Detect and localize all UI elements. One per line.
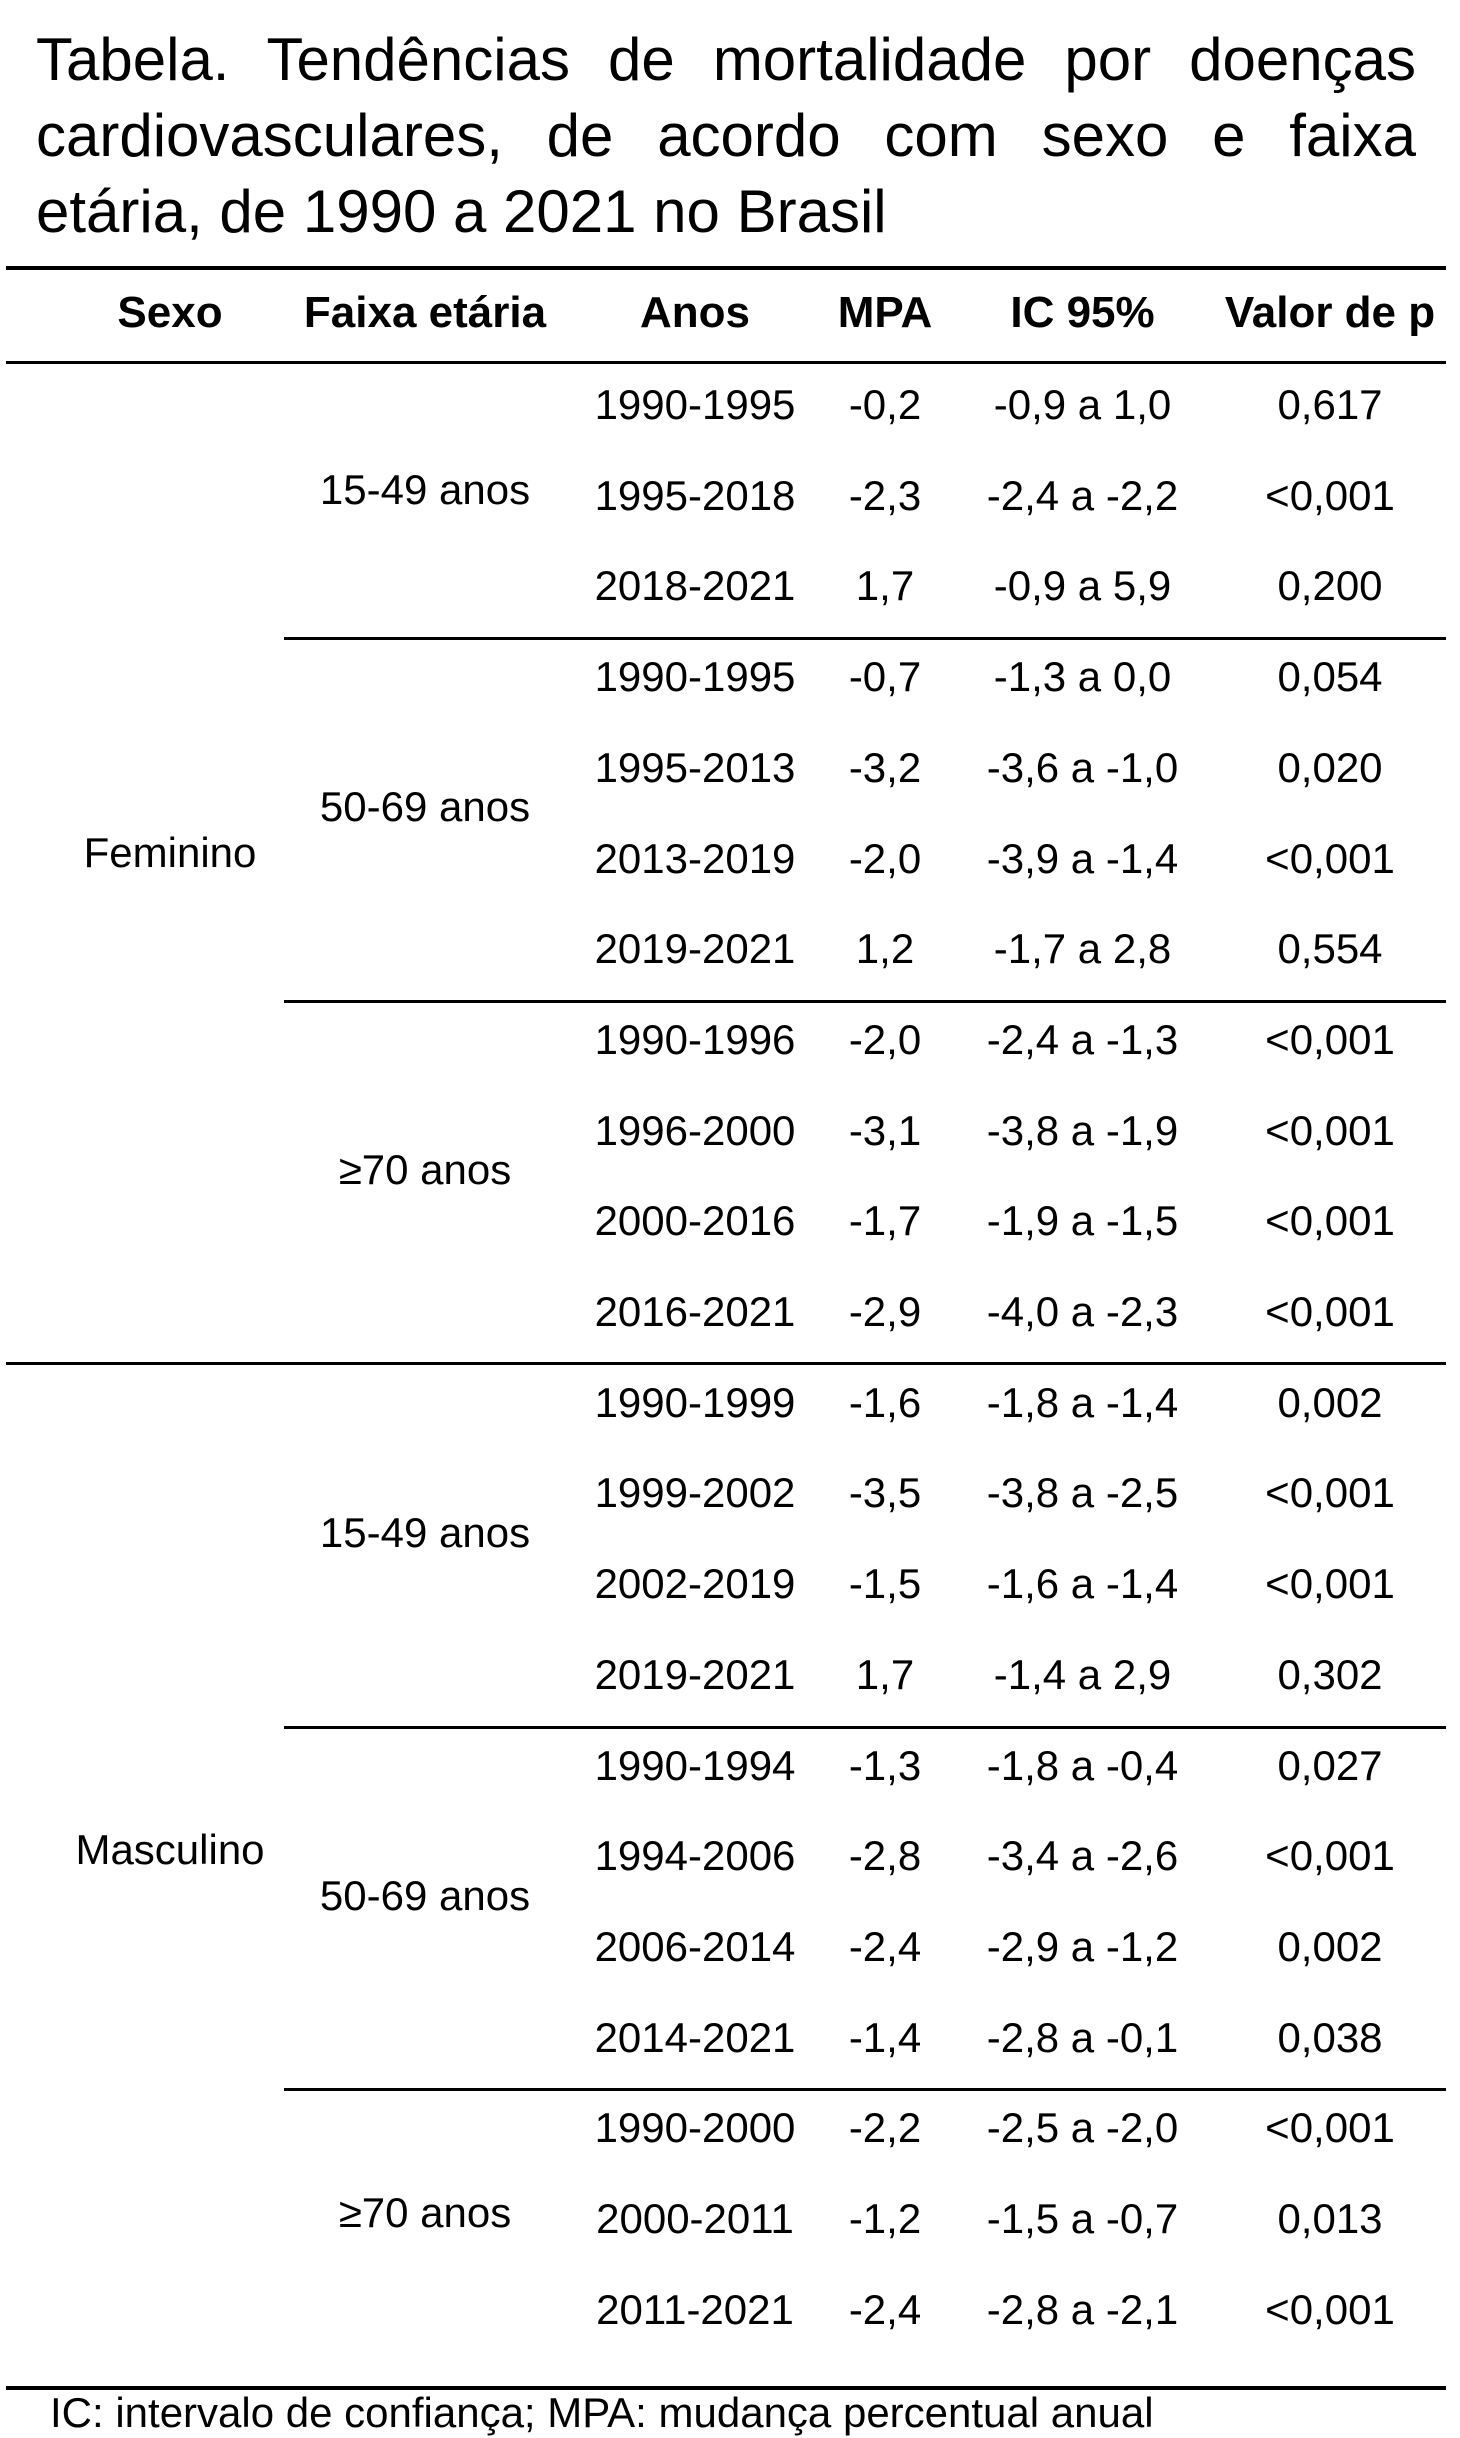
- cell-anos: 1995-2013: [594, 743, 796, 791]
- cell-mpa: -2,3: [848, 471, 922, 519]
- header-anos: Anos: [640, 288, 750, 337]
- cell-ic95: -2,8 a -0,1: [986, 2013, 1179, 2061]
- cell-mpa: -1,5: [848, 1560, 922, 1608]
- cell-valor-p: <0,001: [1265, 834, 1395, 882]
- cell-ic95: -0,9 a 1,0: [993, 381, 1172, 428]
- cell-anos: 2011-2021: [596, 2285, 794, 2333]
- cell-mpa: -3,2: [848, 743, 922, 791]
- cell-anos: 1996-2000: [594, 1106, 796, 1154]
- cell-mpa: -2,9: [848, 1288, 922, 1335]
- cell-ic95: -2,4 a -2,2: [986, 471, 1179, 519]
- cell-anos: 2013-2019: [594, 834, 796, 882]
- table-title: Tabela. Tendências de mortalidade por doenças cardiovasculares, de acordo com sexo e faixa etária, de 1990 a 2021 no Brasil: [36, 26, 1416, 245]
- cell-ic95: -1,6 a -1,4: [986, 1560, 1179, 1608]
- cell-faixa-etaria: ≥70 anos: [338, 2189, 512, 2236]
- cell-ic95: -3,4 a -2,6: [986, 1832, 1179, 1880]
- cell-anos: 2006-2014: [594, 1922, 796, 1970]
- cell-anos: 2019-2021: [594, 925, 796, 973]
- cell-faixa-etaria: 50-69 anos: [319, 783, 531, 831]
- cell-mpa: -2,2: [848, 2104, 922, 2152]
- cell-anos: 2014-2021: [594, 2013, 796, 2061]
- cell-valor-p: <0,001: [1265, 1288, 1395, 1335]
- cell-anos: 1990-2000: [594, 2104, 796, 2152]
- cell-anos: 2016-2021: [594, 1288, 796, 1335]
- cell-sexo: Feminino: [83, 828, 257, 876]
- header-ic95: IC 95%: [1010, 288, 1155, 337]
- cell-faixa-etaria: ≥70 anos: [338, 1145, 512, 1193]
- cell-anos: 2002-2019: [594, 1560, 796, 1608]
- cell-ic95: -2,4 a -1,3: [986, 1015, 1179, 1063]
- cell-anos: 2000-2016: [594, 1197, 796, 1245]
- cell-mpa: -1,3: [848, 1741, 922, 1789]
- cell-faixa-etaria: 50-69 anos: [319, 1871, 531, 1919]
- cell-valor-p: <0,001: [1265, 1197, 1395, 1245]
- cell-ic95: -1,5 a -0,7: [986, 2195, 1179, 2242]
- cell-anos: 1990-1996: [594, 1015, 796, 1063]
- cell-mpa: -0,2: [848, 381, 922, 428]
- cell-ic95: -2,9 a -1,2: [986, 1922, 1179, 1970]
- cell-mpa: -2,8: [848, 1832, 922, 1880]
- cell-mpa: -1,4: [848, 2013, 922, 2061]
- cell-anos: 1990-1994: [594, 1741, 796, 1789]
- cell-mpa: 1,2: [855, 925, 915, 973]
- cell-valor-p: 0,617: [1277, 381, 1383, 428]
- cell-anos: 1995-2018: [594, 471, 796, 519]
- header-mpa: MPA: [837, 288, 933, 337]
- cell-anos: 1994-2006: [594, 1832, 796, 1880]
- cell-valor-p: <0,001: [1265, 2104, 1395, 2152]
- cell-mpa: -1,6: [848, 1378, 922, 1426]
- cell-valor-p: <0,001: [1265, 1469, 1395, 1517]
- cell-ic95: -1,9 a -1,5: [986, 1197, 1179, 1245]
- cell-mpa: -2,0: [848, 1015, 922, 1063]
- cell-faixa-etaria: 15-49 anos: [319, 465, 531, 513]
- cell-mpa: -1,7: [848, 1197, 922, 1245]
- cell-anos: 1999-2002: [594, 1469, 796, 1517]
- faixa-separator: [284, 637, 1446, 640]
- cell-anos: 1990-1995: [594, 381, 796, 428]
- cell-mpa: -0,7: [848, 653, 922, 701]
- cell-ic95: -2,5 a -2,0: [986, 2104, 1179, 2152]
- cell-anos: 1990-1999: [594, 1378, 796, 1426]
- footnote: IC: intervalo de confiança; MPA: mudança percentual anual: [50, 2389, 1154, 2436]
- cell-valor-p: 0,002: [1277, 1378, 1383, 1426]
- cell-mpa: -2,0: [848, 834, 922, 882]
- cell-ic95: -1,4 a 2,9: [993, 1650, 1172, 1698]
- cell-valor-p: <0,001: [1265, 471, 1395, 519]
- header-valor-p: Valor de p: [1224, 288, 1436, 337]
- cell-mpa: -2,4: [848, 1922, 922, 1970]
- header-faixa-etaria: Faixa etária: [303, 288, 547, 337]
- cell-valor-p: 0,027: [1277, 1741, 1383, 1789]
- cell-mpa: -1,2: [848, 2195, 922, 2242]
- cell-ic95: -1,7 a 2,8: [993, 925, 1172, 973]
- cell-sexo: Masculino: [75, 1826, 265, 1874]
- cell-valor-p: 0,038: [1277, 2013, 1383, 2061]
- cell-ic95: -3,8 a -1,9: [986, 1106, 1179, 1154]
- cell-mpa: -2,4: [848, 2285, 922, 2333]
- cell-valor-p: 0,200: [1277, 562, 1383, 610]
- cell-ic95: -1,8 a -1,4: [986, 1378, 1179, 1426]
- cell-mpa: 1,7: [855, 1650, 915, 1698]
- cell-ic95: -3,6 a -1,0: [986, 743, 1179, 791]
- cell-ic95: -1,8 a -0,4: [986, 1741, 1179, 1789]
- cell-faixa-etaria: 15-49 anos: [319, 1508, 531, 1556]
- header-sexo: Sexo: [117, 288, 223, 337]
- faixa-separator: [284, 1000, 1446, 1003]
- cell-valor-p: <0,001: [1265, 1832, 1395, 1880]
- cell-ic95: -2,8 a -2,1: [986, 2285, 1179, 2333]
- cell-valor-p: 0,002: [1277, 1922, 1383, 1970]
- cell-valor-p: <0,001: [1265, 1560, 1395, 1608]
- cell-anos: 1990-1995: [594, 653, 796, 701]
- cell-valor-p: 0,020: [1277, 743, 1383, 791]
- cell-mpa: -3,5: [848, 1469, 922, 1517]
- cell-anos: 2019-2021: [594, 1650, 796, 1698]
- cell-ic95: -3,8 a -2,5: [986, 1469, 1179, 1517]
- cell-anos: 2000-2011: [596, 2195, 794, 2242]
- cell-valor-p: 0,554: [1277, 925, 1383, 973]
- cell-anos: 2018-2021: [594, 562, 796, 610]
- cell-mpa: -3,1: [848, 1106, 922, 1154]
- header-rule: [6, 361, 1446, 364]
- top-rule: [6, 266, 1446, 270]
- cell-valor-p: <0,001: [1265, 1015, 1395, 1063]
- cell-ic95: -1,3 a 0,0: [993, 653, 1172, 701]
- cell-mpa: 1,7: [855, 562, 915, 610]
- cell-valor-p: <0,001: [1265, 1106, 1395, 1154]
- cell-valor-p: 0,054: [1277, 653, 1383, 701]
- cell-ic95: -4,0 a -2,3: [986, 1288, 1179, 1335]
- cell-valor-p: 0,302: [1277, 1650, 1383, 1698]
- faixa-separator: [284, 2088, 1446, 2091]
- cell-ic95: -3,9 a -1,4: [986, 834, 1179, 882]
- faixa-separator: [284, 1726, 1446, 1729]
- cell-ic95: -0,9 a 5,9: [993, 562, 1172, 610]
- cell-valor-p: 0,013: [1277, 2195, 1383, 2242]
- cell-valor-p: <0,001: [1265, 2285, 1395, 2333]
- group-separator: [6, 1362, 1446, 1365]
